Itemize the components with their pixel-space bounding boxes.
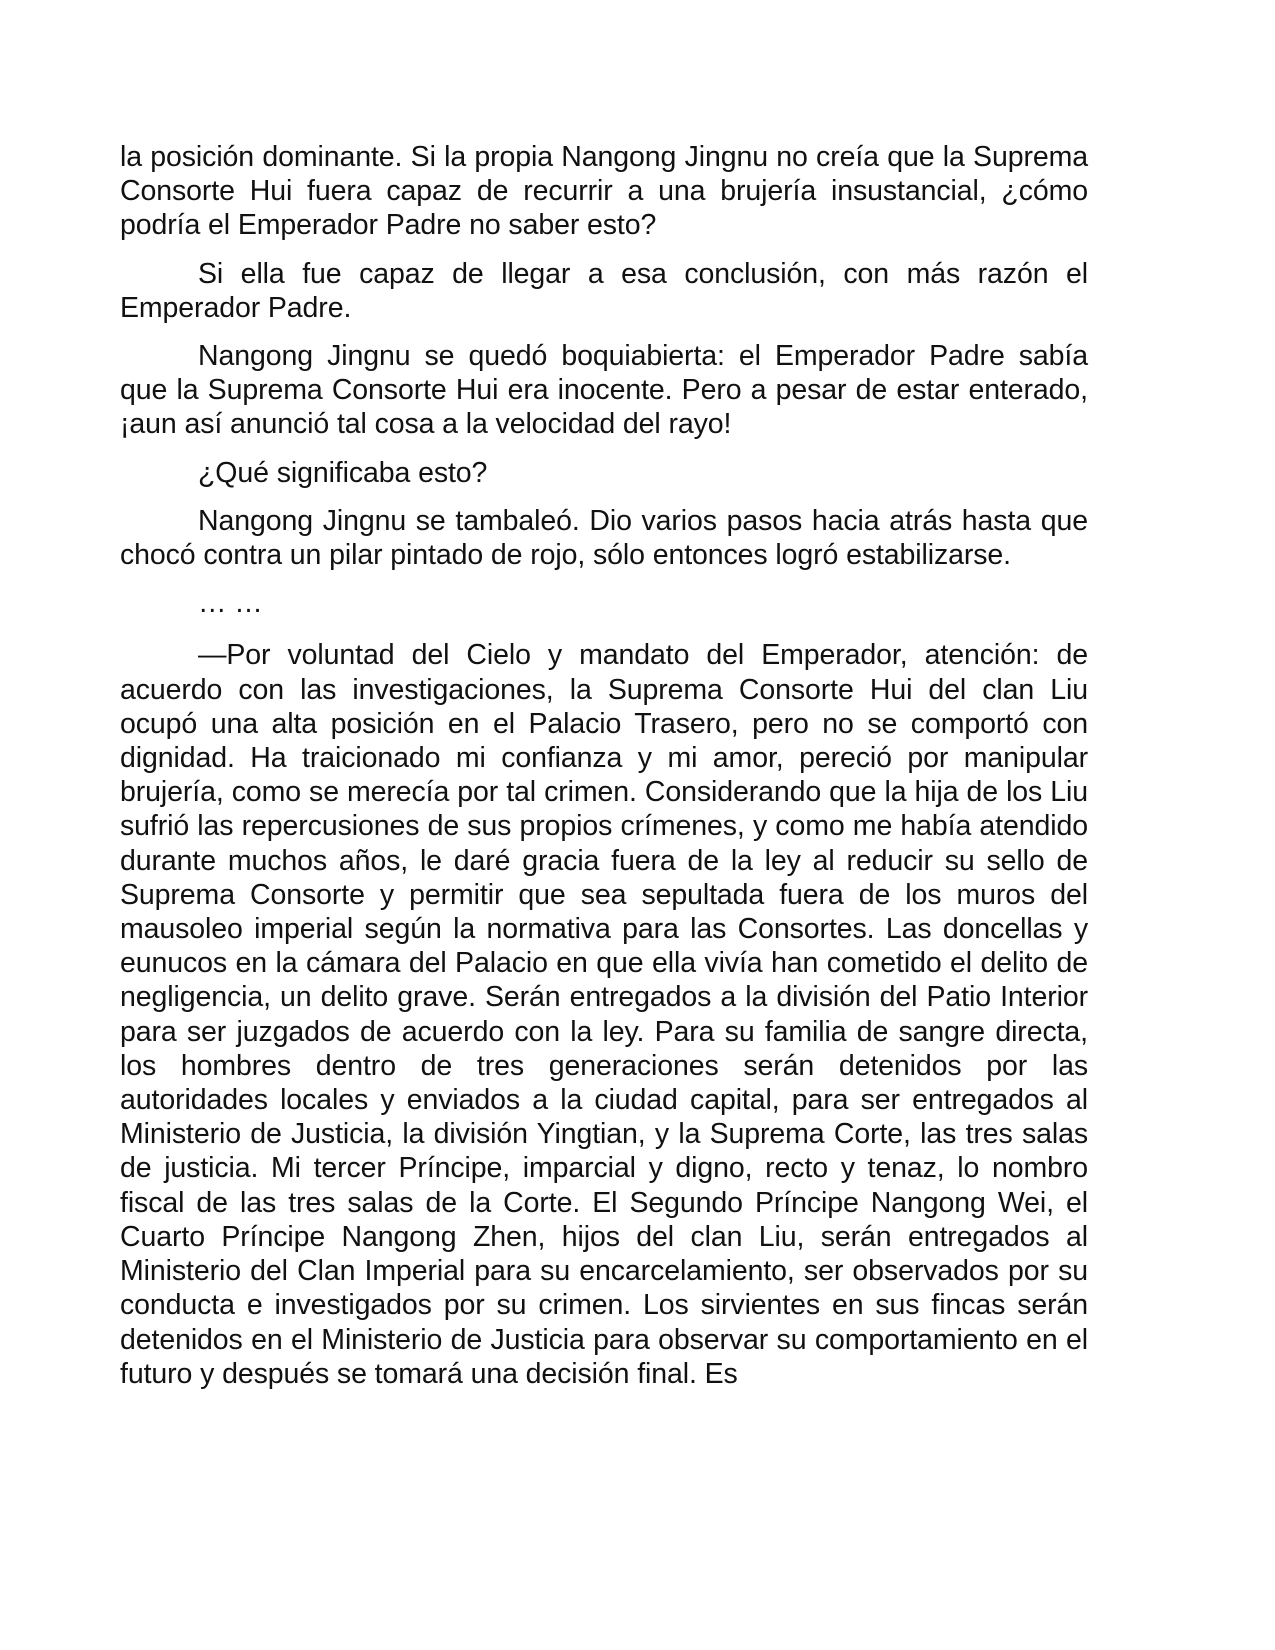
document-body — [120, 140, 1088, 1405]
scene-break: … … — [198, 587, 263, 620]
paragraph-2: Si ella fue capaz de llegar a esa conclusión, con más razón el Emperador Padre. — [120, 257, 1088, 324]
paragraph-3: Nangong Jingnu se quedó boquiabierta: el Emperador Padre sabía que la Suprema Consorte Hui era inocente. Pero a pesar de estar enterado, ¡aun así anunció tal cosa a la velocidad del rayo! — [120, 340, 1088, 441]
paragraph-4: ¿Qué significaba esto? — [198, 456, 488, 489]
paragraph-5: Nangong Jingnu se tambaleó. Dio varios pasos hacia atrás hasta que chocó contra un pilar pintado de rojo, sólo entonces logró estabilizarse. — [120, 504, 1088, 572]
paragraph-1: la posición dominante. Si la propia Nangong Jingnu no creía que la Suprema Consorte Hui fuera capaz de recurrir a una brujería insustancial, ¿cómo podría el Emperador Padre no saber esto? — [120, 141, 1088, 242]
paragraph-6: —Por voluntad del Cielo y mandato del Emperador, atención: de acuerdo con las investigaciones, la Suprema Consorte Hui del clan Liu ocupó una alta posición en el Palacio Trasero, pero no se comportó con dignidad. Ha traicionado mi confianza y mi amor, pereció por manipular brujería, como se merecía por tal crimen. Considerando que la hija de los Liu sufrió las repercusiones de sus propios crímenes, y como me había atendido durante muchos años, le daré gracia fuera de la ley al reducir su sello de Suprema Consorte y permitir que sea sepultada fuera de los muros del mausoleo imperial según la normativa para las Consortes. Las doncellas y eunucos en la cámara del Palacio en que ella vivía han cometido el delito de negligencia, un delito grave. Serán entregados a la división del Patio Interior para ser juzgados de acuerdo con la ley. Para su familia de sangre directa, los hombres dentro de tres generaciones serán detenidos por las autoridades locales y enviados a la ciudad capital, para ser entregados al Ministerio de Justicia, la división Yingtian, y la Suprema Corte, las tres salas de justicia. Mi tercer Príncipe, imparcial y digno, recto y tenaz, lo nombro fiscal de las tres salas de la Corte. El Segundo Príncipe Nangong Wei, el Cuarto Príncipe Nangong Zhen, hijos del clan Liu, serán entregados al Ministerio del Clan Imperial para su encarcelamiento, ser observados por su conducta e investigados por su crimen. Los sirvientes en sus fincas serán detenidos en el Ministerio de Justicia para observar su comportamiento en el futuro y después se tomará una decisión final. Es — [120, 639, 1088, 1390]
